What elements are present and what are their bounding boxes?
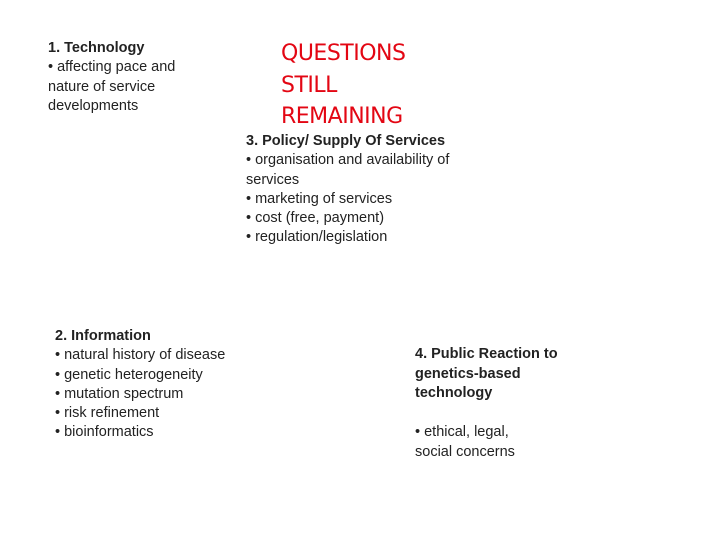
technology-line: developments: [48, 97, 139, 114]
information-line: • mutation spectrum: [55, 385, 184, 402]
technology-line: • affecting pace and: [48, 59, 176, 76]
information-heading: 2. Information: [55, 328, 151, 344]
technology-line: nature of service: [48, 78, 156, 95]
public-reaction-heading: genetics-based: [415, 365, 521, 382]
slide-title: [281, 38, 481, 133]
public-reaction-heading: technology: [415, 385, 493, 402]
policy-section: [246, 132, 506, 248]
title-line: QUESTIONS: [281, 41, 406, 66]
public-reaction-line: social concerns: [415, 443, 515, 460]
public-reaction-section: [415, 345, 615, 462]
information-line: • genetic heterogeneity: [55, 366, 203, 383]
policy-line: • organisation and availability of: [246, 152, 450, 169]
policy-heading: 3. Policy/ Supply Of Services: [246, 133, 446, 149]
policy-line: services: [246, 171, 300, 188]
title-line: STILL: [281, 72, 337, 98]
information-line: • bioinformatics: [55, 424, 154, 441]
information-line: • natural history of disease: [55, 347, 226, 364]
technology-heading: 1. Technology: [48, 40, 145, 56]
policy-line: • marketing of services: [246, 190, 393, 207]
policy-line: • regulation/legislation: [246, 229, 388, 246]
spacer: [415, 404, 615, 424]
policy-line: • cost (free, payment): [246, 210, 385, 227]
technology-section: [48, 39, 238, 116]
public-reaction-heading: 4. Public Reaction to: [415, 346, 558, 362]
information-section: [55, 327, 285, 443]
information-line: • risk refinement: [55, 405, 160, 422]
public-reaction-line: • ethical, legal,: [415, 424, 509, 441]
title-line: REMAINING: [281, 104, 403, 129]
